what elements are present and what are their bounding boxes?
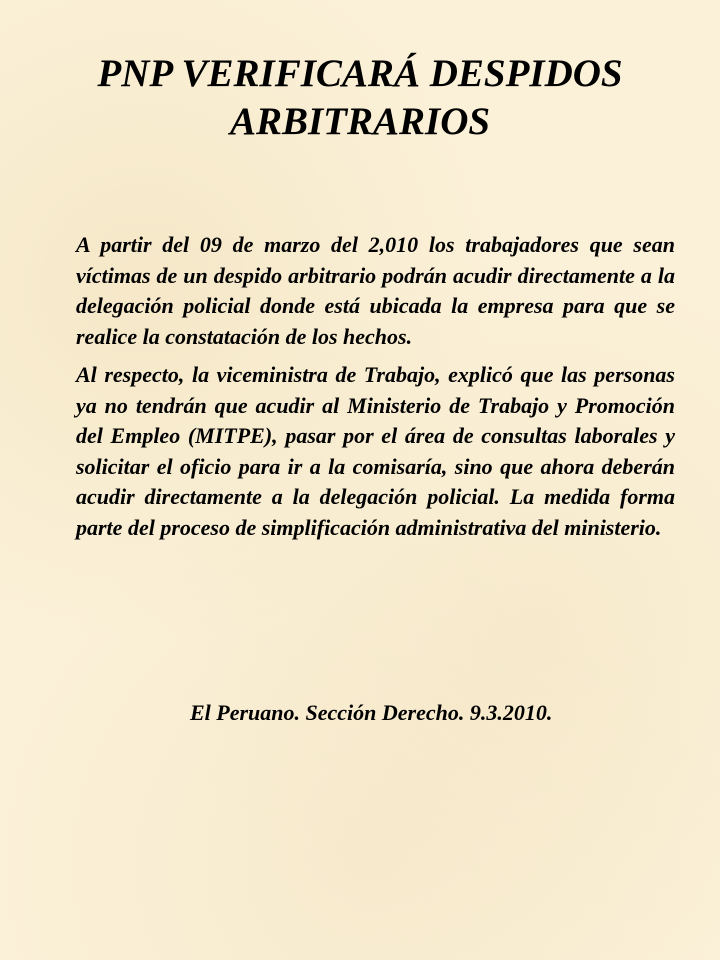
title-line-1: PNP VERIFICARÁ DESPIDOS bbox=[97, 52, 623, 95]
source-citation: El Peruano. Sección Derecho. 9.3.2010. bbox=[190, 700, 553, 725]
paragraph-2: Al respecto, la viceministra de Trabajo, explicó que las personas ya no tendrán que acudir al Ministerio de Trabajo y Promoción del Empleo (MITPE), pasar por el área de consultas laborales y solicitar el oficio para ir a la comisaría, sino que ahora deberán acudir directamente a la delegación policial. La medida forma parte del proceso de simplificación administrativa del ministerio. bbox=[76, 362, 675, 540]
title-line-2: ARBITRARIOS bbox=[229, 100, 491, 143]
paragraph-1: A partir del 09 de marzo del 2,010 los trabajadores que sean víctimas de un despido arbitrario podrán acudir directamente a la delegación policial donde está ubicada la empresa para que se realice la constatación de los hechos. bbox=[76, 232, 675, 349]
document-title bbox=[40, 50, 680, 146]
article-body bbox=[76, 230, 675, 551]
